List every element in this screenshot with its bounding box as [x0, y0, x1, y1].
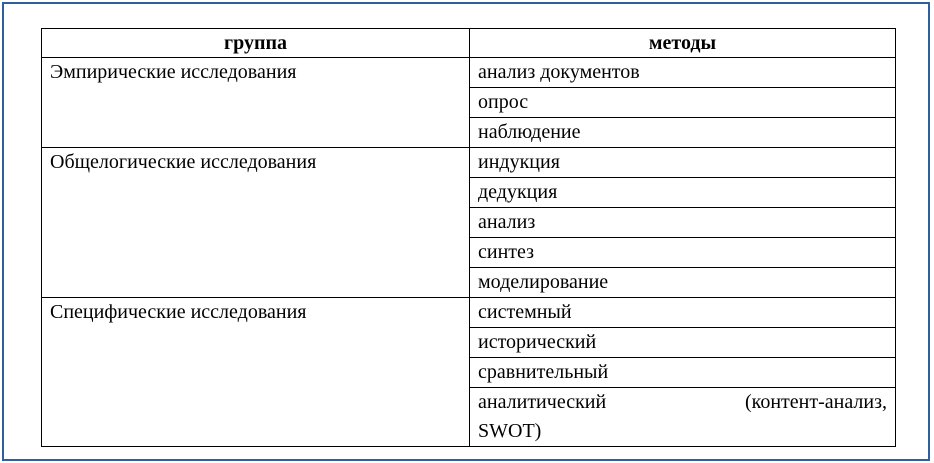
group-cell-specific: Специфические исследования — [42, 298, 470, 447]
table-row — [42, 58, 896, 88]
analytical-word: аналитический — [478, 391, 607, 413]
analytical-line-2: SWOT) — [478, 420, 542, 442]
header-methods: методы — [470, 29, 896, 58]
methods-table — [41, 28, 896, 447]
content-analysis-word: (контент-анализ, — [744, 391, 887, 413]
method-cell: дедукция — [470, 178, 896, 208]
table-row — [42, 298, 896, 328]
analytical-line-1 — [478, 388, 887, 417]
method-cell: синтез — [470, 238, 896, 268]
method-cell: исторический — [470, 328, 896, 358]
method-cell: опрос — [470, 88, 896, 118]
group-cell-general-logical: Общелогические исследования — [42, 148, 470, 298]
method-cell-analytical — [470, 388, 896, 447]
table-row — [42, 148, 896, 178]
group-cell-empirical: Эмпирические исследования — [42, 58, 470, 148]
figure-frame — [2, 2, 930, 461]
method-cell: сравнительный — [470, 358, 896, 388]
method-cell: анализ документов — [470, 58, 896, 88]
method-cell: анализ — [470, 208, 896, 238]
table-header-row — [42, 29, 896, 58]
method-cell: наблюдение — [470, 118, 896, 148]
method-cell: индукция — [470, 148, 896, 178]
method-cell: моделирование — [470, 268, 896, 298]
method-cell: системный — [470, 298, 896, 328]
header-group: группа — [42, 29, 470, 58]
